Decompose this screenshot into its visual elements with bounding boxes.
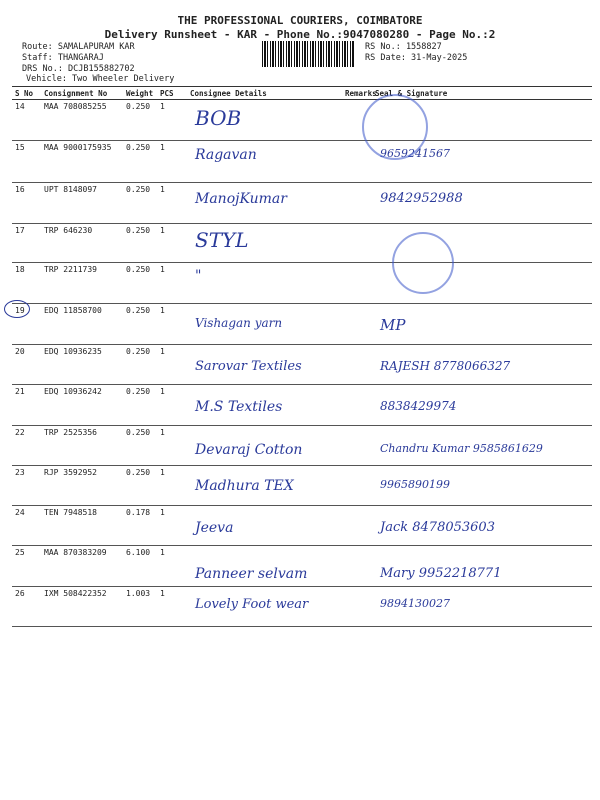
serial-number: 17 [12, 224, 41, 263]
remarks-cell [342, 385, 372, 426]
table-row [12, 224, 592, 263]
weight-value: 1.003 [123, 587, 157, 627]
remarks-cell [342, 587, 372, 627]
pieces-count: 1 [157, 546, 187, 587]
remarks-cell [342, 304, 372, 345]
consignee-name: Vishagan yarn [195, 316, 283, 330]
table-header-row [12, 87, 592, 100]
serial-number: 21 [12, 385, 41, 426]
consignee-name-cell [187, 141, 342, 183]
signature-cell [372, 546, 592, 587]
weight-value: 0.250 [123, 224, 157, 263]
serial-number: 14 [12, 100, 41, 141]
weight-value: 0.250 [123, 263, 157, 304]
drs-label: DRS No.: DCJB155882702 [22, 64, 135, 74]
serial-number: 19 [12, 304, 41, 345]
circle-mark [4, 300, 30, 318]
pieces-count: 1 [157, 224, 187, 263]
remarks-cell [342, 224, 372, 263]
serial-number: 25 [12, 546, 41, 587]
consignee-name: Sarovar Textiles [195, 359, 302, 374]
consignee-name-cell [187, 263, 342, 304]
signature: Jack 8478053603 [380, 520, 495, 535]
pieces-count: 1 [157, 345, 187, 385]
signature: Mary 9952218771 [380, 566, 502, 581]
consignee-name-cell [187, 304, 342, 345]
consignee-name-cell [187, 224, 342, 263]
signature: 9842952988 [380, 191, 463, 206]
remarks-cell [342, 263, 372, 304]
consignment-number: MAA 9000175935 [41, 141, 123, 183]
signature: MP [380, 316, 406, 334]
consignee-name-cell [187, 426, 342, 466]
consignee-name-cell [187, 546, 342, 587]
rs-number: RS No.: 1558827 [365, 42, 442, 52]
consignee-name: Lovely Foot wear [195, 597, 309, 612]
signature-cell [372, 345, 592, 385]
remarks-cell [342, 141, 372, 183]
consignee-name: Madhura TEX [195, 478, 294, 494]
consignee-name-cell [187, 587, 342, 627]
consignment-number: EDQ 11858700 [41, 304, 123, 345]
remarks-cell [342, 466, 372, 506]
consignment-number: TRP 646230 [41, 224, 123, 263]
consignee-name: Devaraj Cotton [195, 442, 303, 458]
signature: 8838429974 [380, 399, 457, 413]
consignee-name-cell [187, 466, 342, 506]
signature: 9894130027 [380, 597, 450, 610]
pieces-count: 1 [157, 263, 187, 304]
signature: Chandru Kumar 9585861629 [380, 442, 543, 455]
table-row [12, 426, 592, 466]
serial-number: 16 [12, 183, 41, 224]
consignee-name-cell [187, 385, 342, 426]
pieces-count: 1 [157, 385, 187, 426]
col-sno: S No [12, 87, 41, 100]
consignment-number: EDQ 10936235 [41, 345, 123, 385]
serial-number: 15 [12, 141, 41, 183]
barcode [262, 41, 354, 67]
pieces-count: 1 [157, 506, 187, 546]
serial-number: 26 [12, 587, 41, 627]
pieces-count: 1 [157, 466, 187, 506]
remarks-cell [342, 183, 372, 224]
col-weight: Weight [123, 87, 157, 100]
remarks-cell [342, 506, 372, 546]
consignee-name: Panneer selvam [195, 566, 308, 582]
weight-value: 6.100 [123, 546, 157, 587]
col-signature: Seal & Signature [372, 87, 592, 100]
serial-number: 24 [12, 506, 41, 546]
signature: RAJESH 8778066327 [380, 359, 511, 373]
weight-value: 0.250 [123, 385, 157, 426]
signature-cell [372, 426, 592, 466]
consignee-name-cell [187, 100, 342, 141]
serial-number: 18 [12, 263, 41, 304]
consignment-number: IXM 508422352 [41, 587, 123, 627]
signature: 9659241567 [380, 147, 450, 160]
serial-number: 22 [12, 426, 41, 466]
table-row [12, 263, 592, 304]
col-pcs: PCS [157, 87, 187, 100]
consignee-name-cell [187, 183, 342, 224]
remarks-cell [342, 345, 372, 385]
vehicle-label: Vehicle: Two Wheeler Delivery [26, 74, 175, 84]
company-title: THE PROFESSIONAL COURIERS, COIMBATORE [177, 14, 423, 27]
signature-cell [372, 183, 592, 224]
signature-cell [372, 587, 592, 627]
pieces-count: 1 [157, 304, 187, 345]
consignee-name: " [195, 268, 202, 284]
runsheet-table [12, 86, 592, 627]
table-row [12, 183, 592, 224]
weight-value: 0.250 [123, 304, 157, 345]
signature-cell [372, 466, 592, 506]
weight-value: 0.250 [123, 183, 157, 224]
remarks-cell [342, 426, 372, 466]
table-row [12, 100, 592, 141]
weight-value: 0.178 [123, 506, 157, 546]
table-row [12, 385, 592, 426]
consignee-name-cell [187, 506, 342, 546]
consignment-number: TRP 2211739 [41, 263, 123, 304]
consignment-number: TEN 7948518 [41, 506, 123, 546]
table-row [12, 466, 592, 506]
consignee-name-cell [187, 345, 342, 385]
consignee-name: BOB [195, 106, 242, 130]
pieces-count: 1 [157, 183, 187, 224]
consignee-name: ManojKumar [195, 191, 287, 207]
serial-number: 20 [12, 345, 41, 385]
table-row [12, 304, 592, 345]
table-row [12, 546, 592, 587]
consignment-number: RJP 3592952 [41, 466, 123, 506]
table-row [12, 345, 592, 385]
col-consignment: Consignment No [41, 87, 123, 100]
signature-cell [372, 304, 592, 345]
remarks-cell [342, 546, 372, 587]
consignment-number: EDQ 10936242 [41, 385, 123, 426]
table-row [12, 141, 592, 183]
consignee-name: Ragavan [195, 147, 257, 163]
rs-date: RS Date: 31-May-2025 [365, 53, 468, 63]
signature: 9965890199 [380, 478, 450, 491]
col-consignee: Consignee Details [187, 87, 342, 100]
consignee-name: M.S Textiles [195, 399, 283, 415]
pieces-count: 1 [157, 426, 187, 466]
staff-label: Staff: THANGARAJ [22, 53, 104, 63]
consignment-number: UPT 8148097 [41, 183, 123, 224]
seal-stamp [392, 232, 454, 294]
table-row [12, 587, 592, 627]
table-row [12, 506, 592, 546]
consignment-number: MAA 708085255 [41, 100, 123, 141]
weight-value: 0.250 [123, 426, 157, 466]
col-remarks: Remarks [342, 87, 372, 100]
pieces-count: 1 [157, 141, 187, 183]
serial-number: 23 [12, 466, 41, 506]
signature-cell [372, 506, 592, 546]
weight-value: 0.250 [123, 141, 157, 183]
weight-value: 0.250 [123, 100, 157, 141]
consignment-number: TRP 2525356 [41, 426, 123, 466]
signature-cell [372, 385, 592, 426]
consignment-number: MAA 870383209 [41, 546, 123, 587]
pieces-count: 1 [157, 100, 187, 141]
seal-stamp [362, 94, 428, 160]
weight-value: 0.250 [123, 466, 157, 506]
consignee-name: STYL [195, 228, 249, 252]
pieces-count: 1 [157, 587, 187, 627]
consignee-name: Jeeva [195, 520, 234, 536]
weight-value: 0.250 [123, 345, 157, 385]
route-label: Route: SAMALAPURAM KAR [22, 42, 135, 52]
runsheet-subtitle: Delivery Runsheet - KAR - Phone No.:9047080280 - Page No.:2 [104, 28, 496, 41]
